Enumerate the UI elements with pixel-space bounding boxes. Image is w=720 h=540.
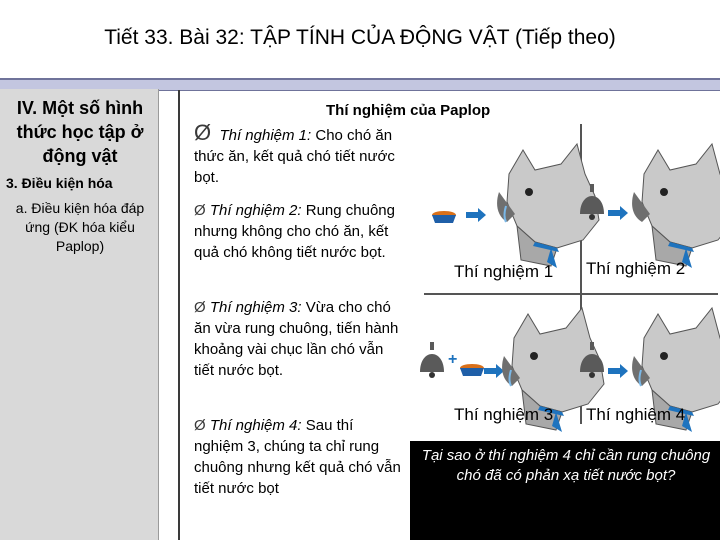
arrow-bullet-icon: Ø [194, 417, 206, 434]
panel-title: Thí nghiệm của Paplop [326, 102, 491, 119]
experiment-4-text [194, 415, 404, 499]
figure-label-1: Thí nghiệm 1 [454, 262, 554, 281]
figure-label-3: Thí nghiệm 3 [454, 405, 554, 424]
experiment-body: Rung chuông nhưng không cho chó ăn, kết quả chó không tiết nước bọt. [194, 202, 395, 261]
experiment-label: Thí nghiệm 2: [209, 202, 302, 219]
experiment-1-illustration [432, 144, 599, 268]
arrow-bullet-icon: Ø [194, 299, 206, 316]
arrow-bullet-icon: Ø [194, 202, 206, 219]
slide-title: Tiết 33. Bài 32: TẬP TÍNH CỦA ĐỘNG VẬT (Tiếp theo) [104, 26, 616, 49]
experiment-body: Vừa cho chó ăn vừa rung chuông, tiến hành khoảng vài chục lần chó vẫn tiết nước bọt. [194, 299, 399, 379]
experiment-body: Cho chó ăn thức ăn, kết quả chó tiết nước bọt. [194, 127, 395, 186]
question-text: Tại sao ở thí nghiệm 4 chỉ cần rung chuông chó đã có phản xạ tiết nước bọt? [421, 447, 711, 484]
experiment-label: Thí nghiệm 4: [209, 417, 302, 434]
pavlov-experiment-figure [404, 124, 720, 439]
experiment-1-text [194, 122, 404, 188]
vertical-divider [178, 90, 180, 540]
figure-label-2: Thí nghiệm 2 [586, 259, 686, 278]
svg-text:+: + [448, 351, 458, 368]
arrow-bullet-icon: Ø [194, 120, 212, 145]
experiment-body: Sau thí nghiệm 3, chúng ta chỉ rung chuông nhưng kết quả chó vẫn tiết nước bọt [194, 417, 401, 497]
experiment-3-text [194, 297, 404, 381]
figure-label-4: Thí nghiệm 4 [586, 405, 686, 424]
sidebar-subitem: a. Điều kiện hóa đáp ứng (ĐK hóa kiểu Paplop) [15, 200, 145, 254]
experiment-label: Thí nghiệm 3: [209, 299, 302, 316]
experiment-2-text [194, 200, 402, 263]
sidebar-heading: IV. Một số hình thức học tập ở động vật [16, 98, 144, 166]
experiment-label: Thí nghiệm 1: [219, 127, 312, 144]
experiment-2-illustration [580, 144, 720, 268]
sidebar-subheading: 3. Điều kiện hóa [6, 175, 113, 191]
